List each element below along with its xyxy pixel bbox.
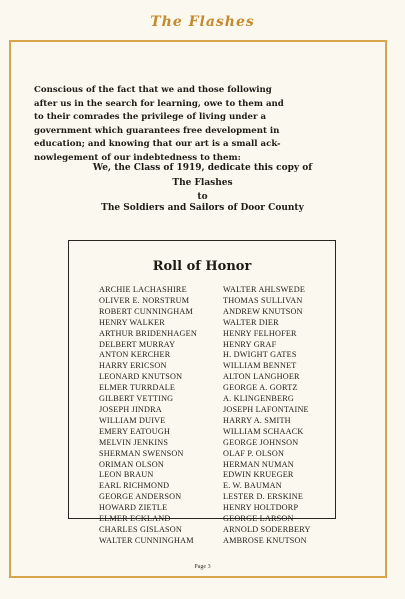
roll-of-honor-title: Roll of Honor xyxy=(152,259,252,274)
honor-name: HENRY GRAF xyxy=(223,339,277,349)
dedication-line: government which guarantees free development in xyxy=(34,125,280,136)
roll-left-column xyxy=(99,285,197,547)
honor-name: E. W. BAUMAN xyxy=(223,481,282,491)
honor-name: WALTER DIER xyxy=(223,317,279,327)
dedication-recipients: The Soldiers and Sailors of Door County xyxy=(101,203,304,213)
dedication-line: education; and knowing that our art is a small ack- xyxy=(34,139,281,150)
dedication-line: to their comrades the privilege of living under a xyxy=(34,112,267,123)
honor-name: ARNOLD SODERBERY xyxy=(223,524,311,534)
honor-name: GEORGE ANDERSON xyxy=(99,492,182,502)
dedication-to: to xyxy=(197,192,208,202)
honor-name: ELMER TURRDALE xyxy=(99,383,176,393)
honor-name: WALTER AHLSWEDE xyxy=(223,285,306,294)
dedication-class-line: We, the Class of 1919, dedicate this copy of xyxy=(92,163,313,173)
honor-name: ELMER ECKLAND xyxy=(99,514,171,524)
honor-name: LEONARD KNUTSON xyxy=(99,372,183,382)
honor-name: GEORGE A. GORTZ xyxy=(223,383,298,393)
dedication-line: Conscious of the fact that we and those following xyxy=(34,85,272,95)
honor-name: AMBROSE KNUTSON xyxy=(223,535,307,545)
honor-name: WILLIAM SCHAACK xyxy=(223,426,304,436)
honor-name: WILLIAM DUIVE xyxy=(99,415,166,425)
honor-name: CHARLES GISLASON xyxy=(99,524,183,534)
honor-name: EDWIN KRUEGER xyxy=(223,470,294,480)
honor-name: EARL RICHMOND xyxy=(99,481,170,491)
honor-name: JOSEPH JINDRA xyxy=(99,404,162,414)
honor-name: SHERMAN SWENSON xyxy=(99,448,184,458)
honor-name: LEON BRAUN xyxy=(99,470,154,480)
honor-name: OLIVER E. NORSTRUM xyxy=(99,295,190,305)
dedication-paragraph xyxy=(34,84,372,166)
honor-name: ANDREW KNUTSON xyxy=(223,306,303,316)
honor-name: ORIMAN OLSON xyxy=(99,459,164,469)
honor-name: HARRY A. SMITH xyxy=(223,415,291,425)
honor-name: OLAF P. OLSON xyxy=(223,448,285,458)
honor-name: ARTHUR BRIDENHAGEN xyxy=(99,328,197,338)
honor-name: JOSEPH LAFONTAINE xyxy=(223,404,309,414)
dedication-line: after us in the search for learning, owe to them and xyxy=(34,98,284,109)
honor-name: A. KLINGENBERG xyxy=(223,394,295,404)
page-header-title: The Flashes xyxy=(150,14,255,30)
honor-name: ALTON LANGHOER xyxy=(223,372,300,382)
honor-name: HENRY HOLTDORP xyxy=(223,503,299,513)
honor-name: LESTER D. ERSKINE xyxy=(223,492,304,502)
honor-name: HENRY WALKER xyxy=(99,317,165,327)
honor-name: ROBERT CUNNINGHAM xyxy=(99,306,193,316)
honor-name: HARRY ERICSON xyxy=(99,361,167,371)
roll-of-honor-box xyxy=(68,240,336,545)
honor-name: ANTON KERCHER xyxy=(99,350,171,360)
honor-name: HOWARD ZIETLE xyxy=(99,503,168,513)
honor-name: HERMAN NUMAN xyxy=(223,459,294,469)
roll-right-column xyxy=(223,285,311,547)
honor-name: EMERY EATOUGH xyxy=(99,426,171,436)
honor-name: H. DWIGHT GATES xyxy=(223,350,297,360)
honor-name: WALTER CUNNINGHAM xyxy=(99,535,194,545)
dedication-line: nowlegement of our indebtedness to them: xyxy=(34,152,241,163)
honor-name: GEORGE LARSON xyxy=(223,514,294,524)
honor-name: WILLIAM BENNET xyxy=(223,361,297,371)
honor-name: DELBERT MURRAY xyxy=(99,339,176,349)
dedication-publication: The Flashes xyxy=(172,178,233,188)
honor-name: THOMAS SULLIVAN xyxy=(223,295,303,305)
honor-name: HENRY FELHOFER xyxy=(223,328,297,338)
honor-name: MELVIN JENKINS xyxy=(99,437,169,447)
honor-name: GEORGE JOHNSON xyxy=(223,437,299,447)
honor-name: ARCHIE LACHASHIRE xyxy=(99,285,187,294)
honor-name: GILBERT VETTING xyxy=(99,394,174,404)
page-number: Page 3 xyxy=(194,564,211,570)
